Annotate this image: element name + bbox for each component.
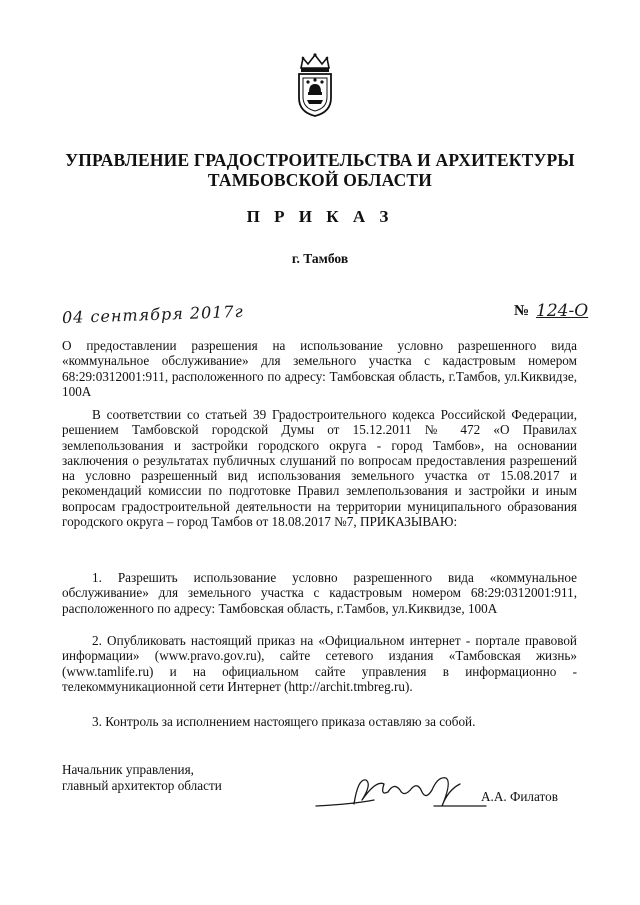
coat-of-arms-icon	[293, 52, 337, 118]
order-item-2: 2. Опубликовать настоящий приказ на «Официальном интернет - портале правовой информации» (www.pravo.gov.ru), сайте сетевого издания «Тамбовская жизнь» (www.tamlife.ru) и на официальном сайте управления в информационно - телекоммуникационной сети Интернет (http://archit.tmbreg.ru).	[62, 633, 577, 694]
signatory-position-line1: Начальник управления,	[62, 762, 194, 777]
document-type-title: П Р И К А З	[246, 207, 394, 226]
signatory-position-line2: главный архитектор области	[62, 777, 222, 793]
order-preamble: В соответствии со статьей 39 Градостроительного кодекса Российской Федерации, решением Тамбовской городской Думы от 15.12.2011 № 472 «О Правилах землепользования и застройки городского округа - город Тамбов», на основании заключения о результатах публичных слушаний по вопросам предоставления разрешений на условно разрешенный вид использования земельного участка от 15.08.2017 и рекомендаций комиссии по подготовке Правил землепользования и застройки и иным вопросам градостроительной деятельности на территории муниципального образования городского округа – город Тамбов от 18.08.2017 №7, ПРИКАЗЫВАЮ:	[62, 407, 577, 530]
organization-name-line1: УПРАВЛЕНИЕ ГРАДОСТРОИТЕЛЬСТВА И АРХИТЕКТУРЫ	[65, 150, 575, 170]
order-number-label: №	[514, 303, 530, 319]
city-name: г. Тамбов	[291, 251, 349, 266]
signatory-position	[62, 762, 222, 793]
organization-name-line2: ТАМБОВСКОЙ ОБЛАСТИ	[207, 170, 433, 190]
handwritten-order-number: 124-О	[536, 301, 589, 321]
order-item-1: 1. Разрешить использование условно разрешенного вида «коммунальное обслуживание» для земельного участка с кадастровым номером 68:29:0312001:911, расположенного по адресу: Тамбовская область, г.Тамбов, ул.Киквидзе, 100А	[62, 570, 577, 616]
handwritten-signature-icon	[314, 770, 489, 816]
order-subject: О предоставлении разрешения на использование условно разрешенного вида «коммунальное обслуживание» для земельного участка с кадастровым номером 68:29:0312001:911, расположенного по адресу: Тамбовская область, г.Тамбов, ул.Киквидзе, 100А	[62, 338, 577, 399]
order-item-3: 3. Контроль за исполнением настоящего приказа оставляю за собой.	[92, 714, 476, 729]
handwritten-date: 04 сентября 2017г	[61, 301, 244, 328]
signatory-name: А.А. Филатов	[481, 789, 558, 804]
